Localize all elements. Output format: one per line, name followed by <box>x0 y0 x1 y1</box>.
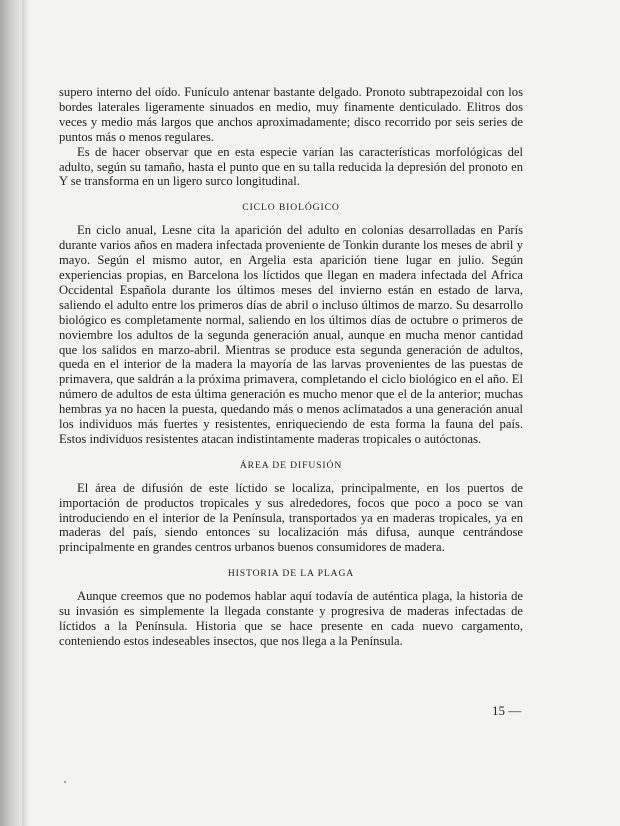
page-number: 15 — <box>492 703 522 718</box>
section-paragraph-area-difusion: El área de difusión de este líctido se localiza, principalmente, en los puertos de importación de productos tropicales y sus alrededores, focos que poco a poco se van introduciendo en el interior de la Península, transportados ya en maderas tropicales, ya en maderas del país, siendo entonces su localización más difusa, aunque centrándose principalmente en grandes centros urbanos buenos consumidores de madera. <box>59 480 523 555</box>
section-paragraph-historia-plaga: Aunque creemos que no podemos hablar aquí todavía de auténtica plaga, la historia de su invasión es simplemente la llegada constante y progresiva de maderas infectadas de líctidos a la Península. Historia que se hace presente en cada nuevo cargamento, conteniendo estos indeseables insectos, que nos llega a la Península. <box>59 589 523 648</box>
page-body <box>59 85 523 649</box>
section-heading-area-difusion: ÁREA DE DIFUSIÓN <box>239 459 343 471</box>
section-heading-historia-plaga: HISTORIA DE LA PLAGA <box>227 568 355 580</box>
paper-speck <box>64 781 66 783</box>
section-heading-ciclo-biologico: CICLO BIOLÓGICO <box>242 202 340 214</box>
body-paragraph-1: supero interno del oído. Funículo antenar bastante delgado. Pronoto subtrapezoidal con los bordes laterales ligeramente sinuados en medio, muy finamente denticulado. Elitros dos veces y medio más largos que anchos aproximadamente; disco recorrido por seis series de puntos más o menos regulares. <box>59 85 523 144</box>
binding-edge <box>0 0 24 826</box>
body-paragraph-2: Es de hacer observar que en esta especie varían las características morfológicas del adulto, según su tamaño, hasta el punto que en su talla reducida la depresión del pronoto en Y se transforma en un ligero surco longitudinal. <box>59 144 523 189</box>
section-paragraph-ciclo-biologico: En ciclo anual, Lesne cita la aparición del adulto en colonias desarrolladas en París durante varios años en madera infectada proveniente de Tonkin durante los meses de abril y mayo. Según el mismo autor, en Argelia esta aparición tiene lugar en julio. Según experiencias propias, en Barcelona los líctidos que llegan en madera infectada del Africa Occidental Española durante los últimos meses del invierno están en estado de larva, saliendo el adulto entre los primeros días de abril o incluso últimos de marzo. Su desarrollo biológico es completamente normal, saliendo en los últimos días de octubre o primeros de noviembre los adultos de la segunda generación anual, aunque en mucha menor cantidad que los salidos en marzo-abril. Mientras se produce esta segunda generación de adultos, queda en el interior de la madera la mayoría de las larvas provenientes de las puestas de primavera, que saldrán a la próxima primavera, completando el ciclo biológico en el año. El número de adultos de esta última generación es mucho menor que el de la anterior; muchas hembras ya no hacen la puesta, quedando más o menos aclimatados a una generación anual los individuos más fuertes y resistentes, enriqueciendo de esta forma la fauna del país. Estos individuos resistentes atacan indistintamente maderas tropicales o autóctonas. <box>59 223 523 446</box>
